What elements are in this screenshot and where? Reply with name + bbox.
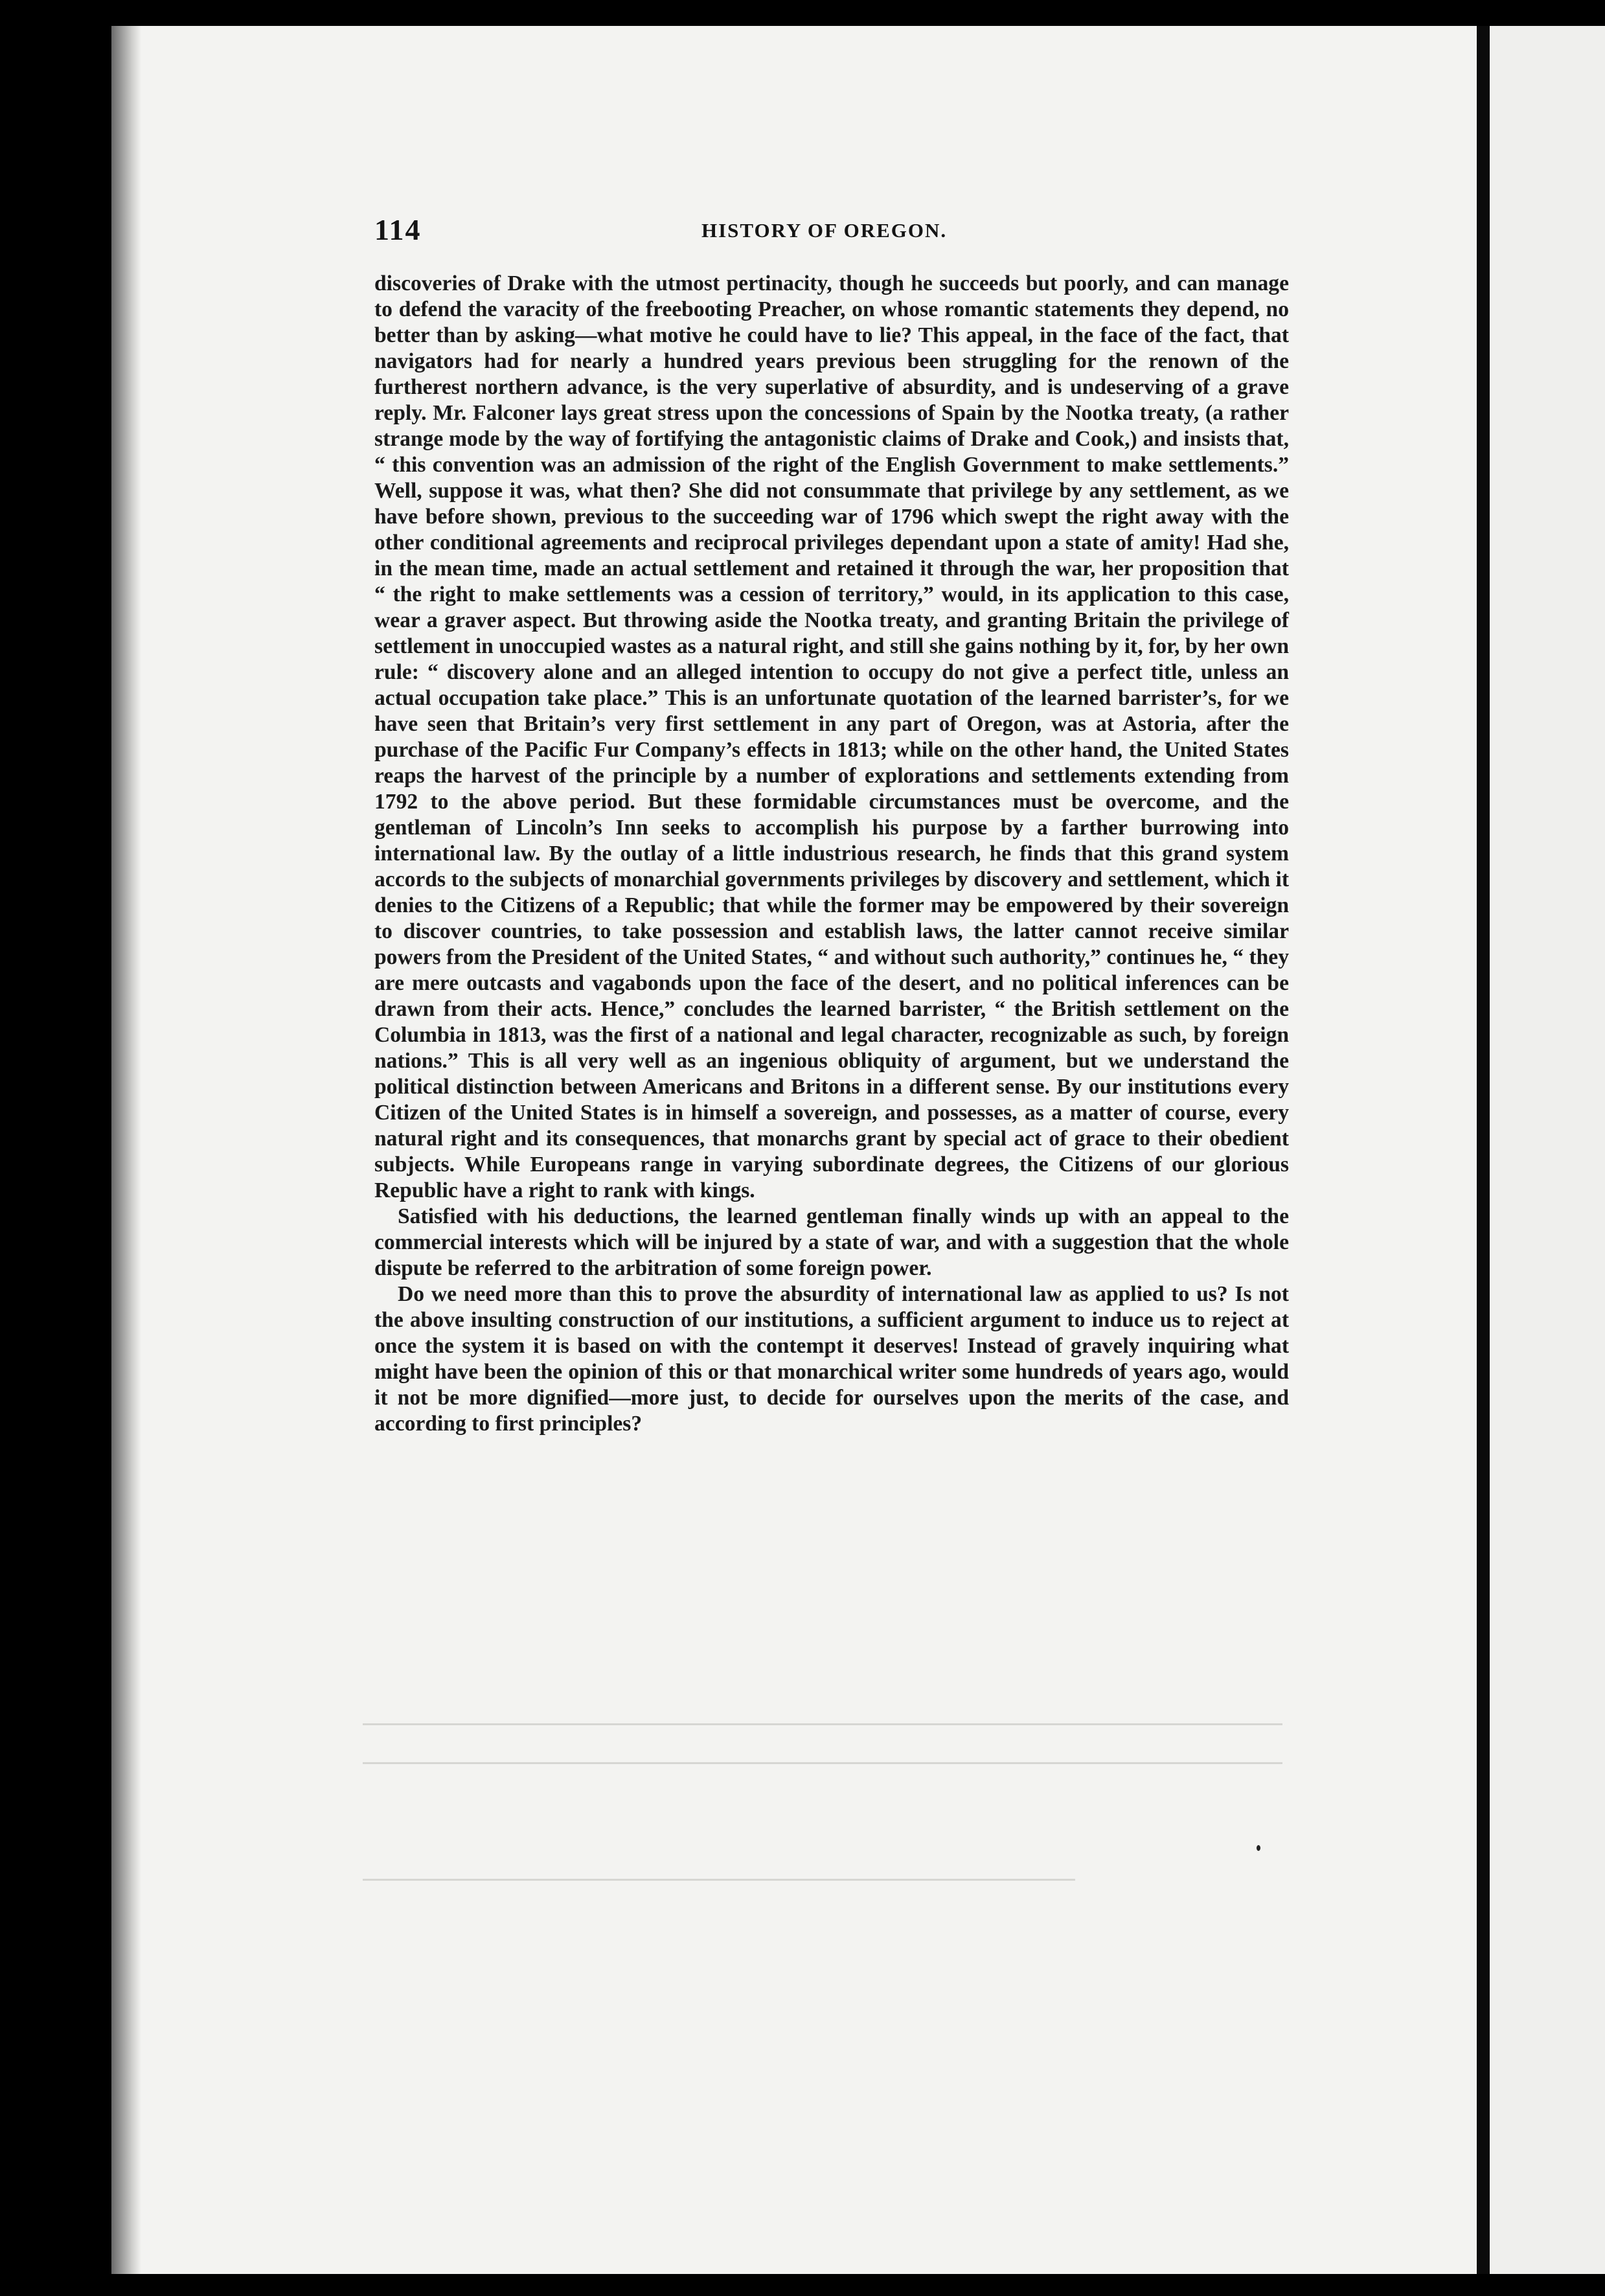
ink-speck <box>1257 1845 1260 1851</box>
paragraph-1: discoveries of Drake with the utmost pertinacity, though he succeeds but poorly, and can manage to defend the varacity of the freebooting Preacher, on whose romantic statements they depend, no better than by asking—what motive he could have to lie? This appeal, in the face of the fact, that navigators had for nearly a hundred years previous been struggling for the renown of the furtherest northern advance, is the very superlative of absurdity, and is undeserving of a grave reply. Mr. Falconer lays great stress upon the concessions of Spain by the Nootka treaty, (a rather strange mode by the way of fortifying the antagonistic claims of Drake and Cook,) and insists that, “ this convention was an admission of the right of the English Government to make settlements.” Well, suppose it was, what then? She did not consummate that privilege by any settlement, as we have before shown, previous to the succeeding war of 1796 which swept the right away with the other conditional agreements and reciprocal privileges dependant upon a state of amity! Had she, in the mean time, made an actual settlement and retained it through the war, her proposition that “ the right to make settlements was a cession of territory,” would, in its application to this case, wear a graver aspect. But throwing aside the Nootka treaty, and granting Britain the privilege of settlement in unoccupied wastes as a natural right, and still she gains nothing by it, for, by her own rule: “ discovery alone and an alleged intention to occupy do not give a perfect title, unless an actual occupation take place.” This is an unfortunate quotation of the learned barrister’s, for we have seen that Britain’s very first settlement in any part of Oregon, was at Astoria, after the purchase of the Pacific Fur Company’s effects in 1813; while on the other hand, the United States reaps the harvest of the principle by a number of explorations and settlements extending from 1792 to the above period. But these formidable circumstances must be overcome, and the gentleman of Lincoln’s Inn seeks to accomplish his purpose by a farther burrowing into international law. By the outlay of a little industrious research, he finds that this grand system accords to the subjects of monarchial governments privileges by discovery and settlement, which it denies to the Citizens of a Republic; that while the former may be empowered by their sovereign to discover countries, to take possession and establish laws, the latter cannot receive similar powers from the President of the United States, “ and without such authority,” continues he, “ they are mere outcasts and vagabonds upon the face of the desert, and no political inferences can be drawn from their acts. Hence,” concludes the learned barrister, “ the British settlement on the Columbia in 1813, was the first of a national and legal character, recognizable as such, by foreign nations.” This is all very well as an ingenious obliquity of argument, but we understand the political distinction between Americans and Britons in a different sense. By our institutions every Citizen of the United States is in himself a sovereign, and possesses, as a matter of course, every natural right and its consequences, that monarchs grant by special act of grace to their obedient subjects. While Europeans range in varying subordinate degrees, the Citizens of our glorious Republic have a right to rank with kings. <box>374 271 1289 1202</box>
body-text <box>374 271 1289 1437</box>
show-through-line <box>363 1723 1282 1725</box>
facing-page-edge <box>1490 26 1605 2274</box>
page-spine-shadow <box>111 26 141 2274</box>
paragraph-3: Do we need more than this to prove the absurdity of international law as applied to us? Is not the above insulting construction of our institutions, a sufficient argument to induce us to reject at once the system it is based on with the contempt it deserves! Instead of gravely inquiring what might have been the opinion of this or that monarchical writer some hundreds of years ago, would it not be more dignified—more just, to decide for ourselves upon the merits of the case, and according to first principles? <box>374 1282 1289 1436</box>
page-number: 114 <box>374 213 422 246</box>
page-gutter <box>1477 26 1490 2274</box>
show-through-line <box>363 1762 1282 1764</box>
paragraph-2: Satisfied with his deductions, the learned gentleman finally winds up with an appeal to the commercial interests which will be injured by a state of war, and with a suggestion that the whole dispute be referred to the arbitration of some foreign power. <box>374 1204 1289 1280</box>
running-head <box>374 212 1284 251</box>
show-through-line <box>363 1879 1075 1881</box>
running-title: HISTORY OF OREGON. <box>701 219 948 242</box>
